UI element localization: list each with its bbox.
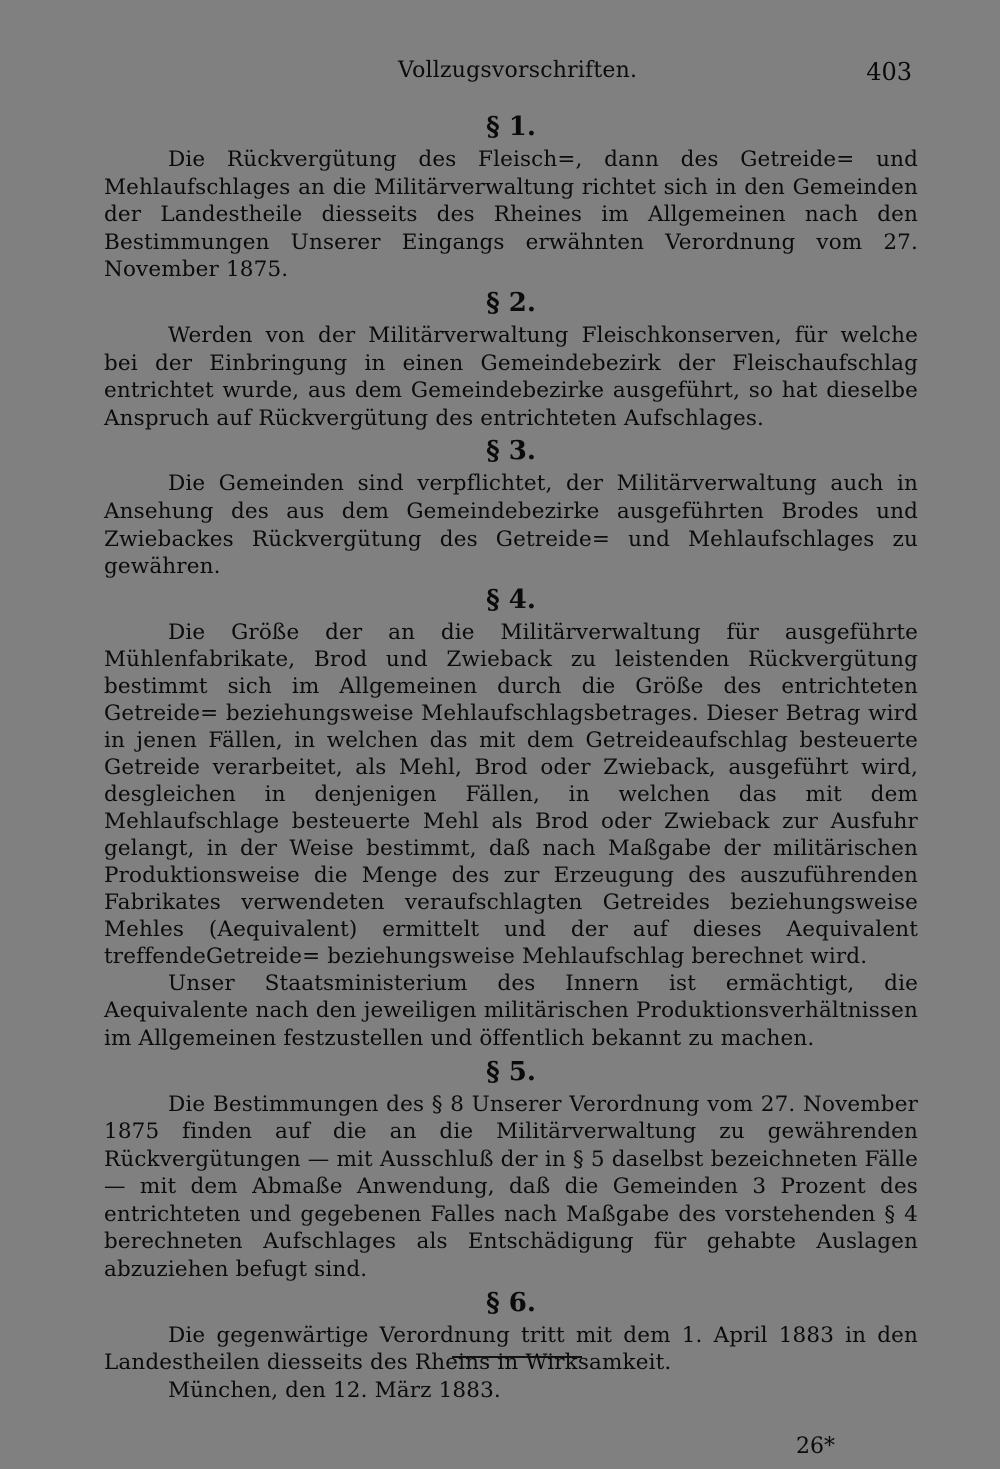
section-4 [104,581,918,1053]
section-paragraph: Die Größe der an die Militärverwaltung für ausgeführte Mühlenfabrikate, Brod und Zwieback zu leistenden Rückvergütung bestimmt sich im Allgemeinen durch die Größe des entrichteten Getreide= beziehungsweise Mehlaufschlagsbetrages. Dieser Betrag wird in jenen Fällen, in welchen das mit dem Getreideaufschlag besteuerte Getreide verarbeitet, als Mehl, Brod oder Zwieback, ausgeführt wird, desgleichen in denjenigen Fällen, in welchen das mit dem Mehlaufschlage besteuerte Mehl als Brod oder Zwieback zur Ausfuhr gelangt, in der Weise bestimmt, daß nach Maßgabe der militärischen Produktionsweise die Menge des zur Erzeugung des auszuführenden Fabrikates verwendeten veraufschlagten Getreides beziehungsweise Mehles (Aequivalent) ermittelt und der auf dieses Aequivalent treffendeGetreide= beziehungsweise Mehlaufschlag berechnet wird. [104,619,918,969]
section-paragraph: Die Rückvergütung des Fleisch=, dann des Getreide= und Mehlaufschlages an die Militärverwaltung richtet sich in den Gemeinden der Landestheile diesseits des Rheines im Allgemeinen nach den Bestimmungen Unserer Eingangs erwähnten Verordnung vom 27. November 1875. [104,147,918,283]
section-paragraph: Die Bestimmungen des § 8 Unserer Verordnung vom 27. November 1875 finden auf die an die Militärverwaltung zu gewährenden Rückvergütungen — mit Ausschluß der in § 5 daselbst bezeichneten Fälle — mit dem Abmaße Anwendung, daß die Gemeinden 3 Prozent des entrichteten und gegebenen Falles nach Maßgabe des vorstehenden § 4 berechneten Aufschlages als Entschädigung für gehabte Auslagen abzuziehen befugt sind. [104,1091,918,1283]
section-heading: § 1. [486,112,536,142]
section-3 [104,432,918,580]
section-paragraph: Die Gemeinden sind verpflichtet, der Militärverwaltung auch in Ansehung des aus dem Gemeindebezirke ausgeführten Brodes und Zwiebackes Rückvergütung des Getreide= und Mehlaufschlages zu gewähren. [104,471,918,580]
section-1 [104,108,918,284]
section-heading: § 6. [486,1287,536,1318]
section-heading: § 4. [486,584,536,615]
section-heading: § 5. [486,1056,536,1087]
section-2 [104,284,918,432]
running-title: Vollzugsvorschriften. [398,58,638,83]
section-5 [104,1053,918,1284]
page-number: 403 [866,58,912,86]
section-heading: § 3. [486,436,536,467]
section-paragraph: Die gegenwärtige Verordnung tritt mit dem 1. April 1883 in den Landestheilen diesseits des Rheins in Wirksamkeit. [104,1322,918,1376]
closing-rule [452,1356,582,1358]
signature-mark: 26* [796,1434,835,1459]
date-line: München, den 12. März 1883. [168,1377,501,1403]
document-body [104,108,918,1404]
section-paragraph: Werden von der Militärverwaltung Fleischkonserven, für welche bei der Einbringung in einen Gemeindebezirk der Fleischaufschlag entrichtet wurde, aus dem Gemeindebezirke ausgeführt, so hat dieselbe Anspruch auf Rückvergütung des entrichteten Aufschlages. [104,322,918,431]
section-6 [104,1284,918,1405]
section-paragraph: Unser Staatsministerium des Innern ist ermächtigt, die Aequivalente nach den jeweiligen militärischen Produktionsverhältnissen im Allgemeinen festzustellen und öffentlich bekannt zu machen. [104,970,918,1051]
section-heading: § 2. [486,287,536,318]
